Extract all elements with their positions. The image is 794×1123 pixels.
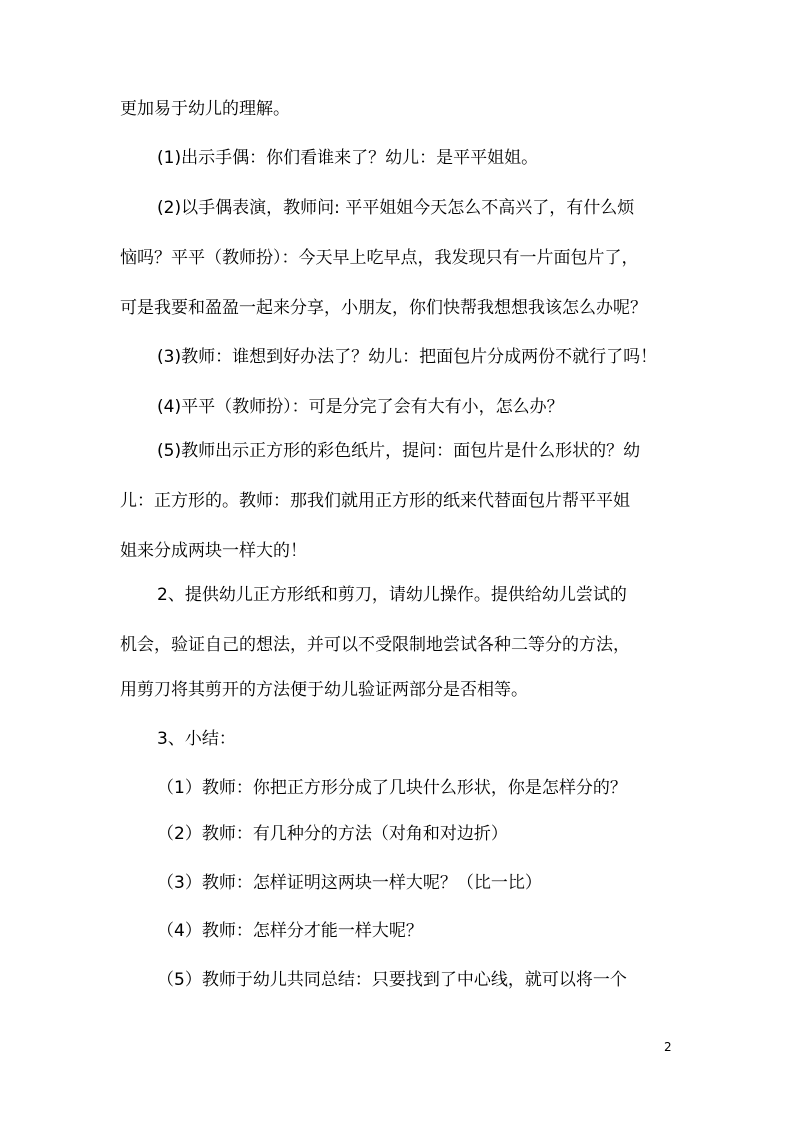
text-line-3: (2)以手偶表演，教师问: 平平姐姐今天怎么不高兴了，有什么烦 — [157, 198, 635, 218]
text-line-12: 机会，验证自己的想法，并可以不受限制地尝试各种二等分的方法， — [120, 635, 630, 655]
text-line-1: 更加易于幼儿的理解。 — [120, 99, 290, 119]
text-line-17: （3）教师：怎样证明这两块一样大呢？（比一比） — [157, 873, 542, 893]
page-number: 2 — [664, 1040, 672, 1054]
text-line-6: (3)教师：谁想到好办法了？幼儿：把面包片分成两份不就行了吗！ — [157, 347, 658, 367]
text-line-9: 儿：正方形的。教师：那我们就用正方形的纸来代替面包片帮平平姐 — [120, 491, 630, 511]
text-line-13: 用剪刀将其剪开的方法便于幼儿验证两部分是否相等。 — [120, 680, 528, 700]
text-line-7: (4)平平（教师扮）：可是分完了会有大有小，怎么办？ — [157, 397, 564, 417]
text-line-2: (1)出示手偶：你们看谁来了？幼儿：是平平姐姐。 — [157, 148, 539, 168]
text-line-16: （2）教师：有几种分的方法（对角和对边折） — [157, 824, 508, 844]
text-line-15: （1）教师：你把正方形分成了几块什么形状，你是怎样分的？ — [157, 778, 627, 798]
text-line-10: 姐来分成两块一样大的！ — [120, 541, 307, 561]
text-line-5: 可是我要和盈盈一起来分享，小朋友，你们快帮我想想我该怎么办呢？ — [120, 298, 647, 318]
text-line-18: （4）教师：怎样分才能一样大呢？ — [157, 921, 423, 941]
text-line-8: (5)教师出示正方形的彩色纸片，提问：面包片是什么形状的？幼 — [157, 441, 641, 461]
text-line-11: 2、提供幼儿正方形纸和剪刀，请幼儿操作。提供给幼儿尝试的 — [157, 585, 627, 605]
text-line-19: （5）教师于幼儿共同总结：只要找到了中心线，就可以将一个 — [157, 970, 627, 990]
text-line-4: 恼吗？平平（教师扮）：今天早上吃早点，我发现只有一片面包片了， — [120, 248, 639, 268]
text-line-14: 3、小结： — [157, 729, 236, 749]
